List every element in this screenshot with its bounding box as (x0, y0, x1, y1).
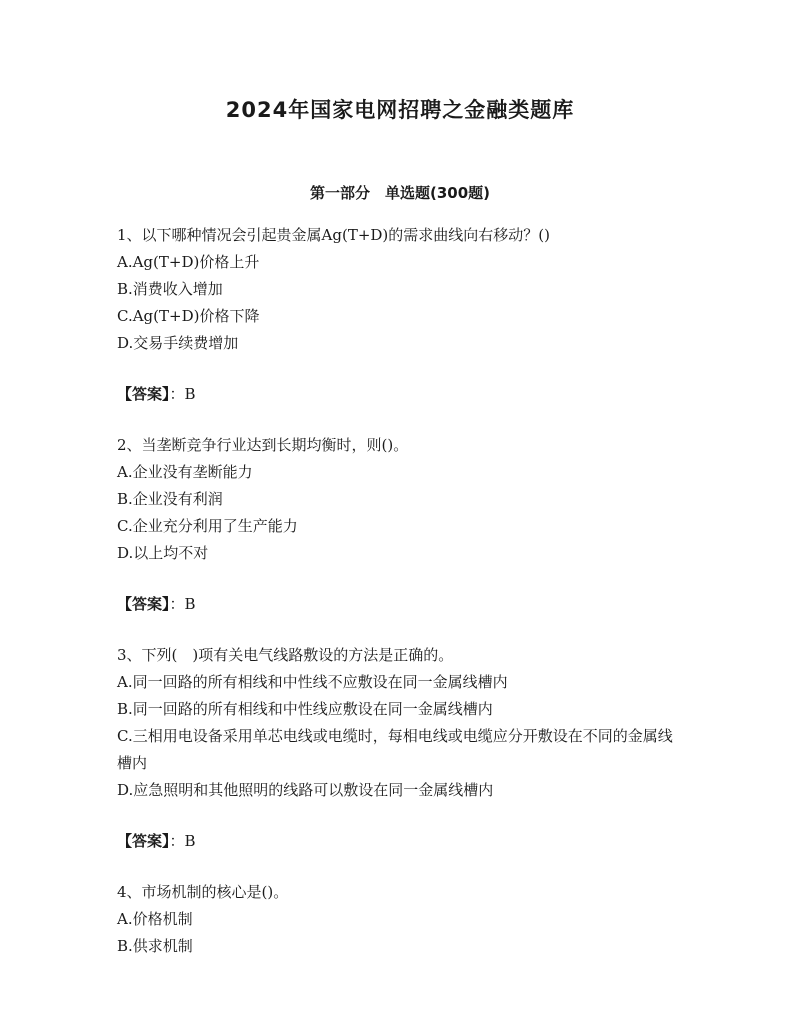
option-a: A.Ag(T+D)价格上升 (117, 253, 260, 271)
question-1 (117, 222, 677, 408)
option-b: B.同一回路的所有相线和中性线应敷设在同一金属线槽内 (117, 700, 493, 718)
answer-label: 【答案】 (117, 385, 170, 403)
question-stem: 4、市场机制的核心是()。 (117, 883, 289, 901)
option-a: A.同一回路的所有相线和中性线不应敷设在同一金属线槽内 (117, 673, 508, 691)
question-2 (117, 432, 677, 618)
option-a: A.价格机制 (117, 910, 193, 928)
answer-line (117, 828, 677, 855)
option-c: C.企业充分利用了生产能力 (117, 517, 298, 535)
section-title: 第一部分 单选题(300题) (309, 184, 491, 202)
question-stem: 3、下列( )项有关电气线路敷设的方法是正确的。 (117, 646, 454, 664)
question-4 (117, 879, 677, 960)
option-b: B.企业没有利润 (117, 490, 223, 508)
option-a: A.企业没有垄断能力 (117, 463, 253, 481)
answer-label: 【答案】 (117, 595, 170, 613)
option-b: B.消费收入增加 (117, 280, 223, 298)
question-stem: 1、以下哪种情况会引起贵金属Ag(T+D)的需求曲线向右移动？() (117, 226, 550, 244)
question-stem: 2、当垄断竞争行业达到长期均衡时，则()。 (117, 436, 409, 454)
answer-value: ：B (169, 385, 196, 403)
option-d: D.应急照明和其他照明的线路可以敷设在同一金属线槽内 (117, 781, 494, 799)
answer-value: ：B (169, 595, 196, 613)
option-c: C.Ag(T+D)价格下降 (117, 307, 260, 325)
option-d: D.以上均不对 (117, 544, 209, 562)
option-c: C.三相用电设备采用单芯电线或电缆时，每相电线或电缆应分开敷设在不同的金属线槽内 (117, 727, 673, 772)
answer-label: 【答案】 (117, 832, 170, 850)
answer-value: ：B (169, 832, 196, 850)
option-d: D.交易手续费增加 (117, 334, 239, 352)
answer-line (117, 591, 677, 618)
question-3 (117, 642, 677, 855)
question-list (117, 222, 677, 960)
option-b: B.供求机制 (117, 937, 193, 955)
page-title: 2024年国家电网招聘之金融类题库 (225, 98, 575, 122)
answer-line (117, 381, 677, 408)
